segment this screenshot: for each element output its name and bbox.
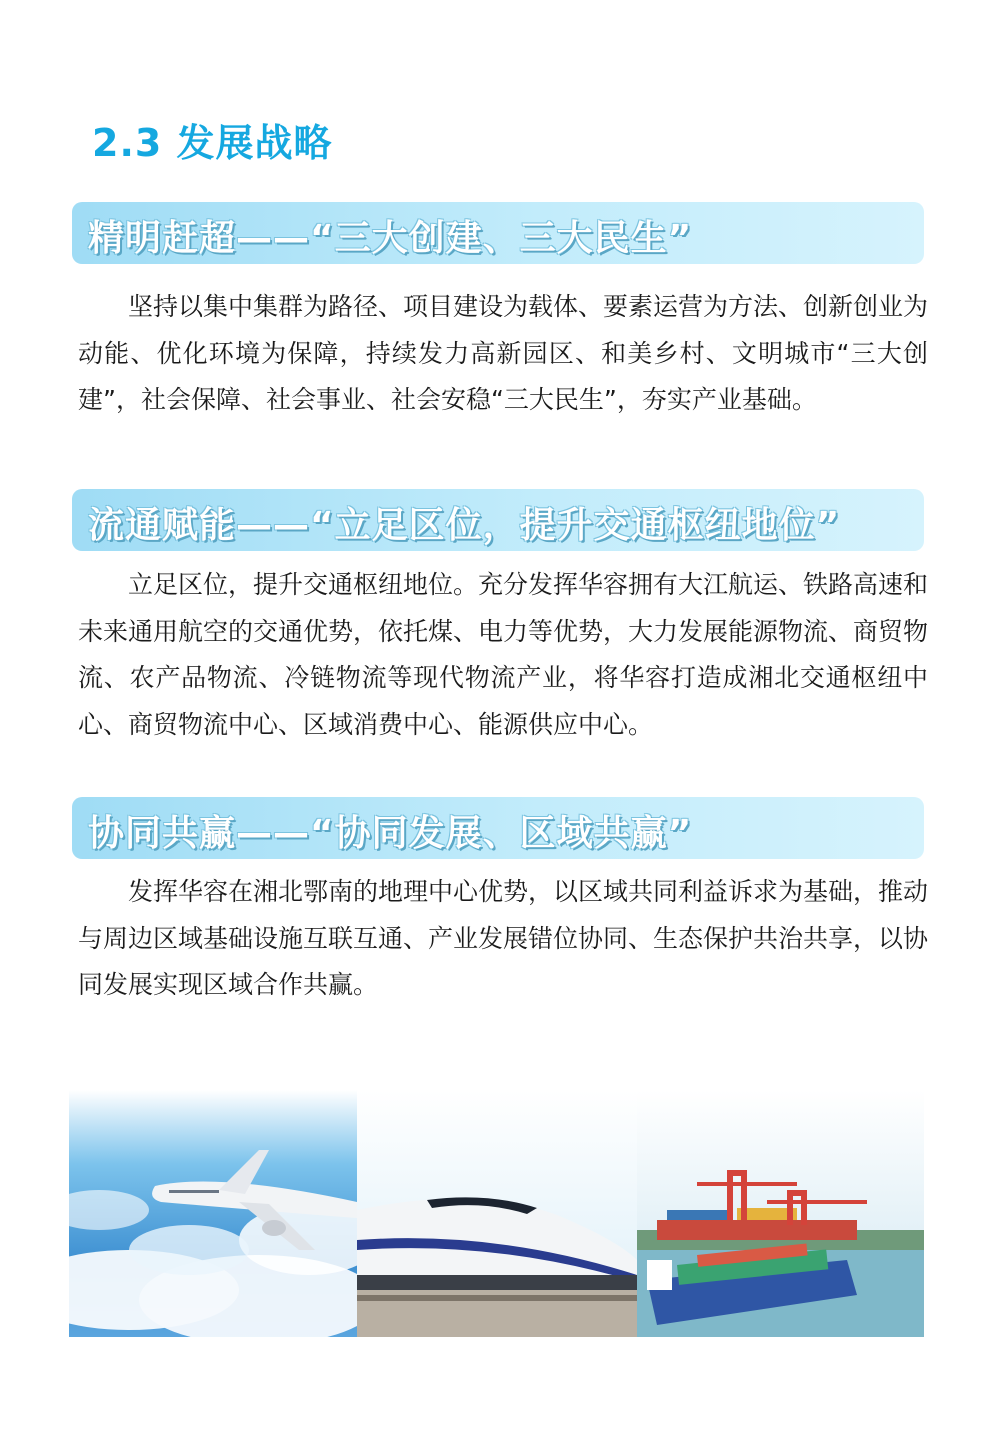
paragraph-coordination: 发挥华容在湘北鄂南的地理中心优势，以区域共同利益诉求为基础，推动与周边区域基础设施互联互通、产业发展错位协同、生态保护共治共享，以协同发展实现区域合作共赢。 [78,877,929,999]
high-speed-train-photo [357,1090,637,1337]
banner-smart-catchup-text: 精明赶超——“三大创建、三大民生” [88,218,693,259]
airplane-photo [69,1090,357,1337]
banner-logistics-text: 流通赋能——“立足区位，提升交通枢纽地位” [88,505,841,546]
photo-strip [69,1090,924,1337]
paragraph-logistics: 立足区位，提升交通枢纽地位。充分发挥华容拥有大江航运、铁路高速和未来通用航空的交通优势，依托煤、电力等优势，大力发展能源物流、商贸物流、农产品物流、冷链物流等现代物流产业，将华容打造成湘北交通枢纽中心、商贸物流中心、区域消费中心、能源供应中心。 [78,570,929,739]
section-title: 2.3 发展战略 [92,121,333,165]
banner-logistics [72,489,924,551]
paragraph-smart-catchup: 坚持以集中集群为路径、项目建设为载体、要素运营为方法、创新创业为动能、优化环境为保障，持续发力高新园区、和美乡村、文明城市“三大创建”，社会保障、社会事业、社会安稳“三大民生”，夯实产业基础。 [78,292,929,414]
container-port-photo [637,1090,924,1337]
banner-coordination [72,797,924,859]
banner-smart-catchup [72,202,924,264]
banner-coordination-text: 协同共赢——“协同发展、区域共赢” [88,813,693,854]
